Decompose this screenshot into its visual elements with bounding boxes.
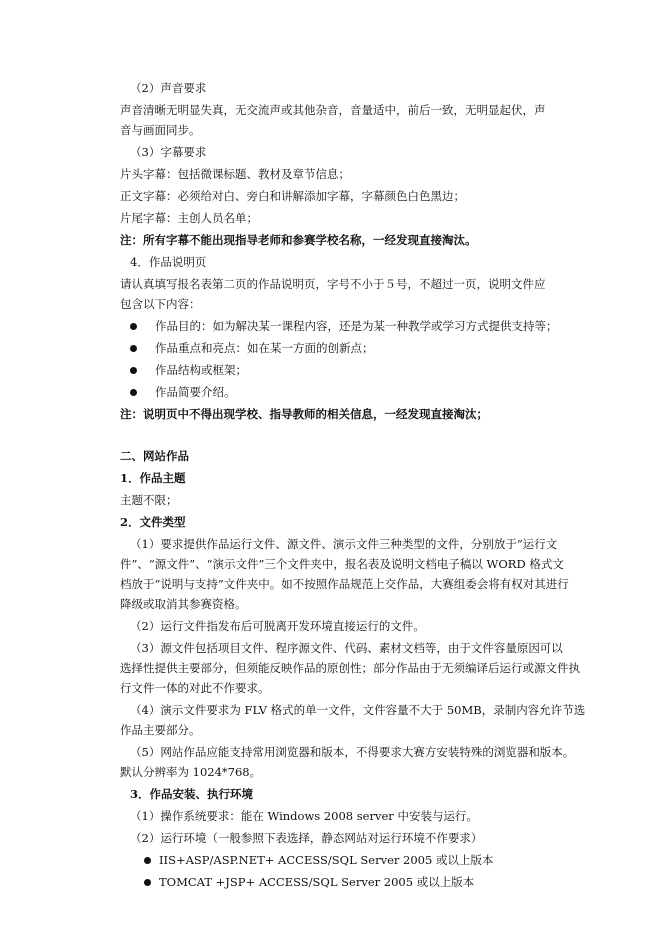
description-bullet bbox=[130, 382, 236, 402]
bullet-dot-icon bbox=[144, 857, 151, 864]
bullet-dot-icon bbox=[130, 367, 137, 374]
filetype-p1-line3: 档放于“说明与支持”文件夹中。如不按照作品规范上交作品，大赛组委会将有权对其进行 bbox=[120, 577, 569, 591]
website-section-heading: 二、网站作品 bbox=[120, 449, 189, 463]
filetype-p4-line1: （4）演示文件要求为 FLV 格式的单一文件，文件容量不大于 50MB，录制内容允许节选 bbox=[130, 703, 586, 717]
bullet-text: 作品结构或框架； bbox=[155, 363, 247, 377]
env-bullet bbox=[144, 872, 474, 892]
body-caption-text: 正文字幕：必须给对白、旁白和讲解添加字幕，字幕颜色白色黑边； bbox=[120, 189, 465, 203]
bullet-dot-icon bbox=[130, 345, 137, 352]
description-bullet bbox=[130, 316, 558, 336]
head-caption-text: 片头字幕：包括微课标题、教材及章节信息； bbox=[120, 167, 350, 181]
theme-heading: 1．作品主题 bbox=[120, 471, 186, 485]
filetype-p5-line1: （5）网站作品应能支持常用浏览器和版本，不得要求大赛方安装特殊的浏览器和版本。 bbox=[130, 745, 575, 759]
description-bullet bbox=[130, 338, 374, 358]
env-os-text: （1）操作系统要求：能在 Windows 2008 server 中安装与运行。 bbox=[130, 809, 478, 823]
sound-heading: （2）声音要求 bbox=[130, 81, 207, 95]
filetype-heading: 2．文件类型 bbox=[120, 515, 186, 529]
sound-text-line1: 声音清晰无明显失真，无交流声或其他杂音，音量适中，前后一致，无明显起伏，声 bbox=[120, 103, 546, 117]
bullet-text: 作品重点和亮点：如在某一方面的创新点； bbox=[155, 341, 374, 355]
bullet-dot-icon bbox=[144, 879, 151, 886]
filetype-p3-line2: 选择性提供主要部分，但须能反映作品的原创性；部分作品由于无须编译后运行或源文件执 bbox=[120, 661, 580, 675]
filetype-p5-line2: 默认分辨率为 1024*768。 bbox=[120, 765, 262, 779]
bullet-text: IIS+ASP/ASP.NET+ ACCESS/SQL Server 2005 或以上版本 bbox=[159, 853, 494, 867]
sound-text-line2: 音与画面同步。 bbox=[120, 123, 201, 137]
subtitle-note: 注：所有字幕不能出现指导老师和参赛学校名称，一经发现直接淘汰。 bbox=[120, 233, 477, 247]
filetype-p4-line2: 作品主要部分。 bbox=[120, 723, 201, 737]
filetype-p3-line1: （3）源文件包括项目文件、程序源文件、代码、素材文档等，由于文件容量原因可以 bbox=[130, 641, 563, 655]
description-note: 注：说明页中不得出现学校、指导教师的相关信息，一经发现直接淘汰； bbox=[120, 407, 488, 421]
tail-caption-text: 片尾字幕：主创人员名单； bbox=[120, 211, 258, 225]
env-heading: 3．作品安装、执行环境 bbox=[130, 787, 254, 801]
bullet-dot-icon bbox=[130, 323, 137, 330]
bullet-dot-icon bbox=[130, 389, 137, 396]
description-heading: 4．作品说明页 bbox=[130, 255, 207, 269]
filetype-p3-line3: 行文件一体的对此不作要求。 bbox=[120, 681, 270, 695]
description-bullet bbox=[130, 360, 247, 380]
description-intro-line2: 包含以下内容： bbox=[120, 297, 201, 311]
env-runtime-text: （2）运行环境（一般参照下表选择，静态网站对运行环境不作要求） bbox=[130, 831, 483, 845]
bullet-text: TOMCAT +JSP+ ACCESS/SQL Server 2005 或以上版本 bbox=[159, 875, 475, 889]
description-intro-line1: 请认真填写报名表第二页的作品说明页，字号不小于５号，不超过一页，说明文件应 bbox=[120, 277, 546, 291]
env-bullet bbox=[144, 850, 493, 870]
filetype-p2: （2）运行文件指发布后可脱离开发环境直接运行的文件。 bbox=[130, 619, 425, 633]
filetype-p1-line1: （1）要求提供作品运行文件、源文件、演示文件三种类型的文件，分别放于“运行文 bbox=[130, 537, 558, 551]
filetype-p1-line4: 降级或取消其参赛资格。 bbox=[120, 597, 247, 611]
bullet-text: 作品目的：如为解决某一课程内容，还是为某一种教学或学习方式提供支持等； bbox=[155, 319, 558, 333]
bullet-text: 作品简要介绍。 bbox=[155, 385, 236, 399]
subtitle-heading: （3）字幕要求 bbox=[130, 145, 207, 159]
filetype-p1-line2: 件”、“源文件”、“演示文件”三个文件夹中，报名表及说明文档电子稿以 WORD 格式文 bbox=[120, 557, 564, 571]
theme-text: 主题不限； bbox=[120, 493, 178, 507]
